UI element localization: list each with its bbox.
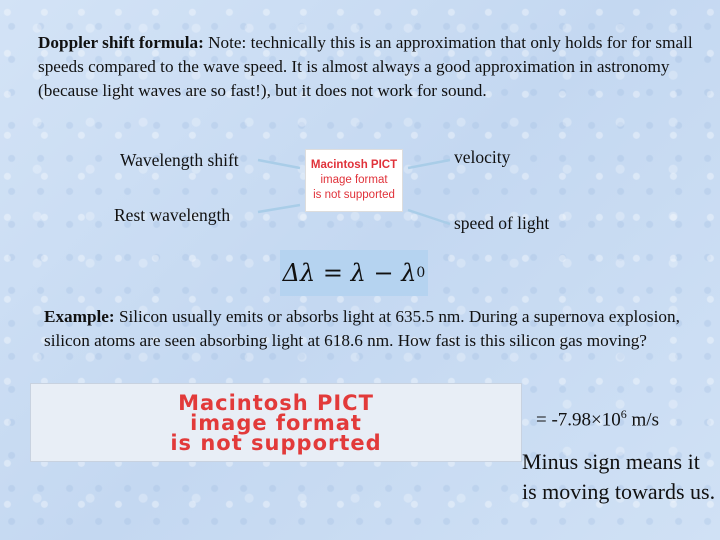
result-value — [536, 407, 659, 431]
formula-lhs: Δλ — [282, 259, 316, 287]
placeholder-small-line2: image format — [320, 174, 388, 186]
doppler-formula — [280, 250, 428, 296]
label-speed-of-light: speed of light — [454, 213, 550, 233]
intro-text: Note: technically this is an approximation that only holds for for small speeds compared to the wave speed. It is almost always a good approximation in astronomy (because light waves are so fast!), but it does not work for sound. — [38, 33, 693, 100]
minus-sign-note: Minus sign means it is moving towards us. — [522, 449, 716, 504]
label-wavelength-shift: Wavelength shift — [120, 150, 239, 170]
arrow-rest-wavelength — [258, 205, 300, 212]
example-paragraph — [44, 305, 694, 353]
formula-equals: = — [322, 259, 343, 287]
arrow-velocity — [408, 160, 450, 168]
arrow-wavelength-shift — [258, 160, 300, 168]
label-velocity: velocity — [454, 147, 511, 167]
label-rest-wavelength: Rest wavelength — [114, 205, 231, 225]
result-exponent: 6 — [620, 407, 627, 421]
placeholder-large-line2: image format — [190, 410, 362, 435]
placeholder-small-line1: Macintosh PICT — [310, 159, 398, 171]
placeholder-small-line3: is not supported — [313, 189, 395, 201]
arrow-speed-of-light — [408, 210, 450, 224]
image-placeholder-large — [30, 383, 522, 462]
result-prefix: = -7.98×10 — [536, 409, 621, 431]
placeholder-large-line1: Macintosh PICT — [178, 390, 374, 415]
formula-lambda0: λ — [401, 259, 417, 287]
formula-minus: − — [373, 259, 394, 287]
example-heading: Example: — [44, 307, 115, 326]
example-text: Silicon usually emits or absorbs light at 635.5 nm. During a supernova explosion, silicon atoms are seen absorbing light at 618.6 nm. How fast is this silicon gas moving? — [44, 307, 680, 350]
placeholder-large-line3: is not supported — [170, 430, 382, 455]
result-unit: m/s — [631, 409, 659, 431]
formula-subscript: 0 — [416, 265, 426, 281]
image-placeholder-small — [305, 149, 403, 212]
formula-lambda: λ — [350, 259, 366, 287]
intro-heading: Doppler shift formula: — [38, 33, 204, 52]
